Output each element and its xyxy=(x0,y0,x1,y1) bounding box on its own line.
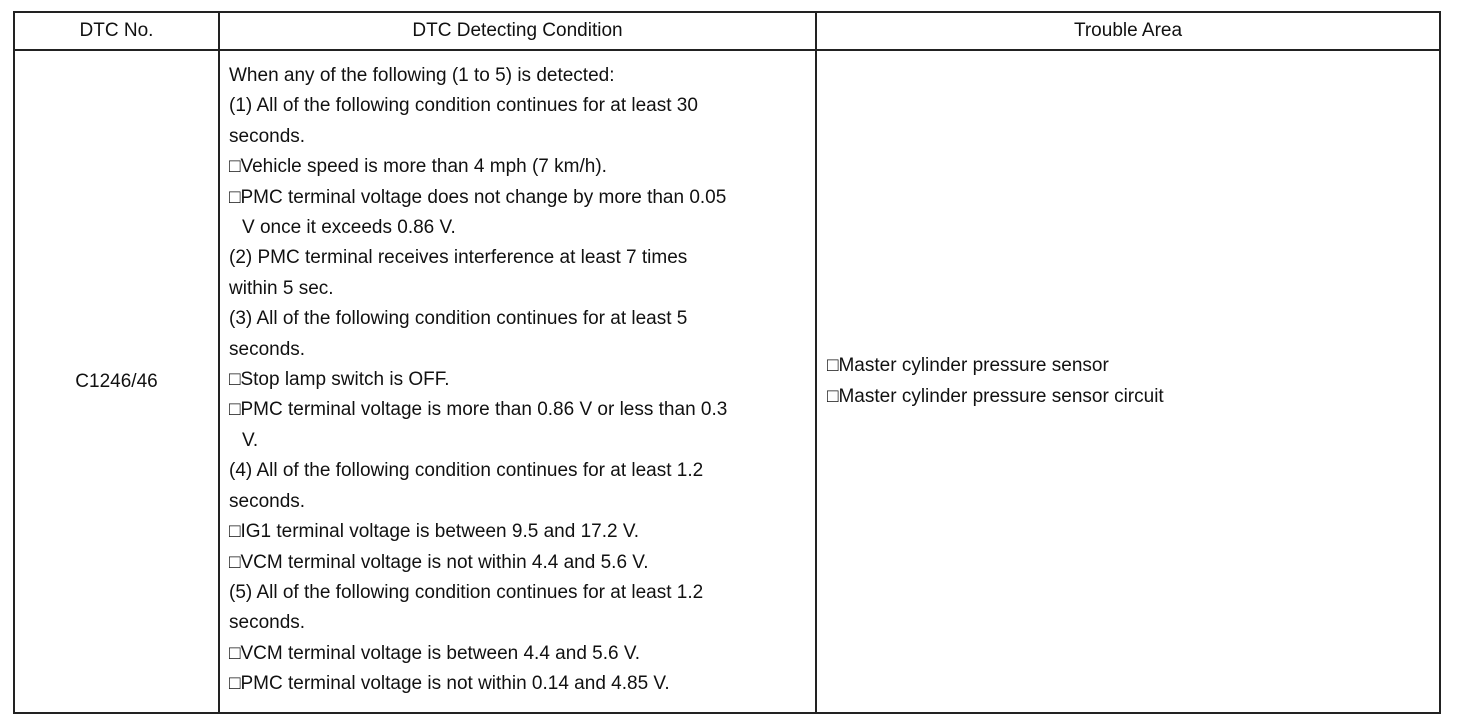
condition-line: seconds. xyxy=(229,490,306,512)
condition-line: □Stop lamp switch is OFF. xyxy=(229,369,450,391)
condition-line: (2) PMC terminal receives interference at least 7 times xyxy=(229,247,688,269)
header-dtc-no: DTC No. xyxy=(14,12,219,50)
condition-line: When any of the following (1 to 5) is detected: xyxy=(229,65,615,86)
trouble-area-line: □Master cylinder pressure sensor circuit xyxy=(827,385,1164,407)
condition-line: □PMC terminal voltage does not change by more than 0.05 xyxy=(229,186,727,208)
condition-line: (3) All of the following condition continues for at least 5 xyxy=(229,308,688,330)
condition-line: (4) All of the following condition continues for at least 1.2 xyxy=(229,460,704,482)
condition-line: V. xyxy=(242,429,259,451)
condition-line: □PMC terminal voltage is more than 0.86 V or less than 0.3 xyxy=(229,399,728,421)
table-row xyxy=(14,50,1440,713)
trouble-area-cell xyxy=(816,50,1440,713)
trouble-area-line: □Master cylinder pressure sensor xyxy=(827,355,1109,377)
table-header-row xyxy=(14,12,1440,50)
condition-line: V once it exceeds 0.86 V. xyxy=(242,217,456,239)
detecting-condition-cell xyxy=(219,50,816,713)
condition-line: seconds. xyxy=(229,612,306,634)
condition-line: (1) All of the following condition continues for at least 30 xyxy=(229,95,698,117)
header-detecting-condition: DTC Detecting Condition xyxy=(219,12,816,50)
dtc-table xyxy=(13,11,1441,714)
condition-line: □PMC terminal voltage is not within 0.14 and 4.85 V. xyxy=(229,673,670,695)
condition-line: □Vehicle speed is more than 4 mph (7 km/h). xyxy=(229,156,607,178)
condition-line: within 5 sec. xyxy=(229,277,334,299)
condition-line: □VCM terminal voltage is not within 4.4 and 5.6 V. xyxy=(229,551,649,573)
condition-line: (5) All of the following condition continues for at least 1.2 xyxy=(229,581,704,603)
condition-line: seconds. xyxy=(229,338,306,360)
condition-line: □IG1 terminal voltage is between 9.5 and 17.2 V. xyxy=(229,521,640,543)
condition-line: seconds. xyxy=(229,125,306,147)
dtc-number-cell: C1246/46 xyxy=(14,50,219,713)
condition-line: □VCM terminal voltage is between 4.4 and 5.6 V. xyxy=(229,642,641,664)
header-trouble-area: Trouble Area xyxy=(816,12,1440,50)
